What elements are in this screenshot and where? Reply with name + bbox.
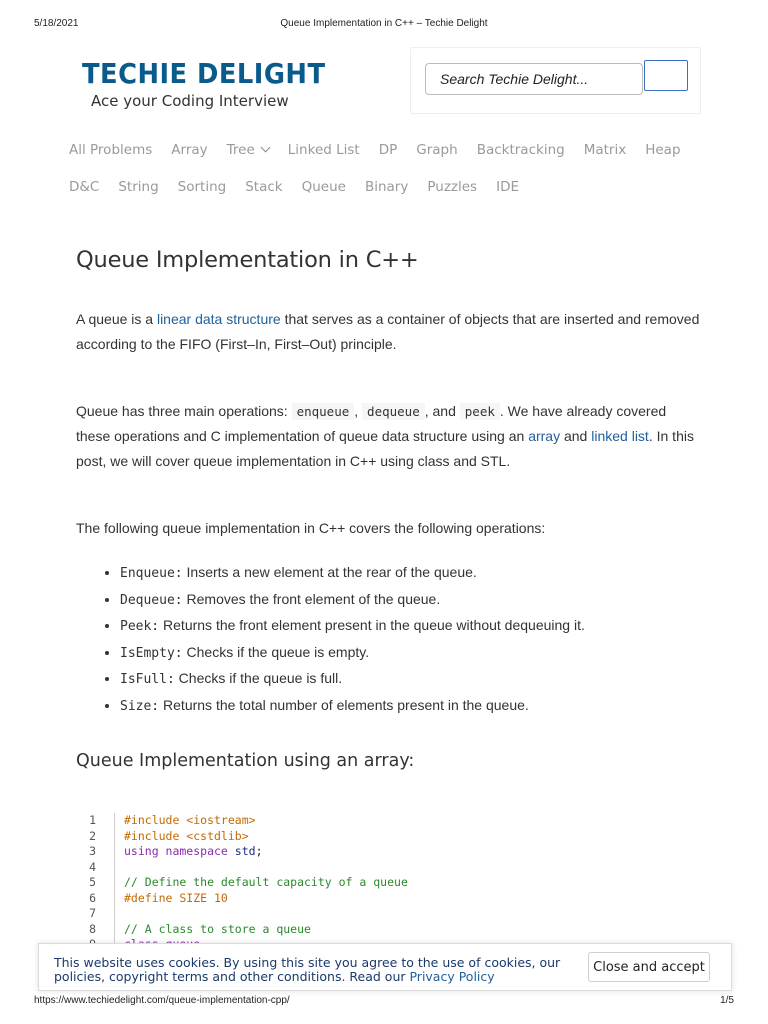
nav-item-all-problems[interactable]: All Problems — [69, 142, 153, 158]
line-number: 4 — [89, 859, 96, 874]
op-desc: Returns the total number of elements present in the queue. — [159, 696, 529, 713]
code-line — [76, 829, 716, 845]
site-brand — [82, 58, 347, 110]
operations-paragraph — [76, 399, 701, 474]
covers-paragraph: The following queue implementation in C++ covers the following operations: — [76, 520, 546, 536]
line-number: 5 — [89, 875, 96, 889]
print-url: https://www.techiedelight.com/queue-implementation-cpp/ — [34, 995, 290, 1006]
array-link[interactable]: array — [528, 428, 561, 444]
code-source — [124, 844, 263, 860]
code-token: ; — [255, 844, 263, 858]
privacy-policy-link[interactable]: Privacy Policy — [409, 969, 495, 984]
main-nav-row-1 — [69, 142, 700, 158]
ops-text-1: Queue has three main operations: — [76, 403, 292, 419]
article-title: Queue Implementation in C++ — [76, 247, 419, 273]
line-number: 8 — [89, 921, 96, 936]
op-name: Enqueue: — [120, 566, 183, 581]
linear-data-structure-link[interactable]: linear data structure — [156, 311, 281, 327]
search-input[interactable] — [425, 63, 643, 95]
search-button[interactable] — [644, 60, 688, 91]
ops-text-4: . We have already covered these operations and C implementation of queue data structure using an — [76, 403, 667, 444]
line-number: 1 — [89, 813, 96, 827]
op-desc: Returns the front element present in the queue without dequeuing it. — [159, 617, 585, 633]
ops-text-6: . In this post, we will cover queue implementation in C++ using class and STL. — [76, 428, 694, 469]
nav-item-linked-list[interactable]: Linked List — [287, 142, 360, 158]
code-source — [124, 922, 311, 938]
op-name: Size: — [120, 698, 160, 714]
code-line — [76, 891, 716, 907]
nav-item-sorting[interactable]: Sorting — [177, 179, 227, 195]
print-page-title: Queue Implementation in C++ – Techie Delight — [280, 18, 488, 29]
line-number: 3 — [89, 844, 96, 858]
op-name: Dequeue: — [120, 592, 183, 608]
code-source — [124, 875, 408, 891]
code-token: // Define the default capacity of a queue — [124, 875, 408, 889]
code-line — [76, 875, 716, 891]
op-name: Peek: — [120, 619, 160, 634]
nav-item-tree-label: Tree — [226, 142, 255, 158]
nav-item-ide[interactable]: IDE — [496, 179, 520, 195]
list-item — [120, 560, 585, 587]
code-token: #include <iostream> — [124, 813, 256, 827]
ops-text-3: , and — [424, 403, 460, 419]
intro-text-1: A queue is a — [76, 311, 157, 327]
nav-item-puzzles[interactable]: Puzzles — [427, 179, 478, 195]
line-number: 6 — [89, 890, 96, 905]
op-name: IsEmpty: — [120, 645, 183, 661]
operations-list — [100, 560, 585, 719]
line-number: 7 — [89, 906, 96, 920]
code-source — [124, 813, 256, 829]
nav-item-stack[interactable]: Stack — [245, 179, 283, 195]
search-widget — [410, 47, 701, 114]
cookie-message: This website uses cookies. By using this site you agree to the use of cookies, our policies, copyright terms and other conditions. Read our — [54, 955, 561, 984]
code-block — [76, 813, 716, 953]
line-number: 2 — [89, 828, 96, 843]
code-line — [76, 922, 716, 938]
nav-item-queue[interactable]: Queue — [301, 179, 346, 195]
nav-item-graph[interactable]: Graph — [416, 142, 458, 158]
nav-item-backtracking[interactable]: Backtracking — [476, 142, 565, 158]
list-item — [120, 613, 585, 640]
cookie-banner — [38, 943, 732, 991]
code-token: // A class to store a queue — [124, 921, 311, 936]
nav-item-heap[interactable]: Heap — [645, 142, 681, 158]
print-footer — [34, 995, 734, 1006]
list-item — [120, 640, 585, 667]
op-name: IsFull: — [120, 672, 175, 687]
nav-item-array[interactable]: Array — [171, 142, 208, 158]
code-token: std — [227, 844, 256, 858]
nav-item-binary[interactable]: Binary — [364, 179, 409, 195]
code-token: #define SIZE 10 — [124, 890, 228, 905]
code-token: using namespace — [124, 844, 228, 858]
ops-text-5: and — [560, 428, 592, 444]
close-and-accept-button[interactable]: Close and accept — [588, 952, 710, 982]
code-dequeue: dequeue — [362, 403, 425, 420]
list-item — [120, 666, 585, 693]
nav-item-dc[interactable]: D&C — [69, 179, 100, 195]
section-title: Queue Implementation using an array: — [76, 751, 415, 771]
site-logo[interactable]: TECHIE DELIGHT — [82, 57, 326, 90]
nav-item-tree[interactable] — [227, 142, 269, 158]
chevron-down-icon — [260, 142, 270, 152]
site-tagline: Ace your Coding Interview — [91, 92, 289, 110]
op-desc: Removes the front element of the queue. — [182, 590, 441, 607]
nav-item-matrix[interactable]: Matrix — [583, 142, 627, 158]
list-item — [120, 587, 585, 614]
cookie-text — [54, 956, 574, 984]
print-page-number: 1/5 — [720, 995, 734, 1006]
nav-item-string[interactable]: String — [118, 179, 159, 195]
print-date: 5/18/2021 — [34, 18, 79, 29]
print-header — [34, 18, 734, 29]
ops-text-2: , — [354, 403, 363, 419]
code-line — [76, 860, 716, 876]
nav-item-dp[interactable]: DP — [378, 142, 398, 158]
intro-paragraph — [76, 307, 701, 357]
code-peek: peek — [460, 403, 500, 420]
code-source — [124, 829, 249, 845]
intro-text-2: that serves as a container of objects that are inserted and removed according to the FIFO (First–In, First–Out) principle. — [76, 311, 700, 352]
code-line — [76, 906, 716, 922]
code-token: #include <cstdlib> — [124, 828, 249, 843]
op-desc: Inserts a new element at the rear of the queue. — [182, 564, 477, 580]
code-line — [76, 844, 716, 860]
code-line — [76, 813, 716, 829]
main-nav-row-2 — [69, 179, 538, 195]
op-desc: Checks if the queue is empty. — [182, 643, 370, 660]
code-source — [124, 891, 228, 907]
list-item — [120, 693, 585, 720]
linked-list-link[interactable]: linked list — [591, 428, 649, 444]
code-enqueue: enqueue — [292, 403, 355, 420]
op-desc: Checks if the queue is full. — [174, 670, 343, 686]
